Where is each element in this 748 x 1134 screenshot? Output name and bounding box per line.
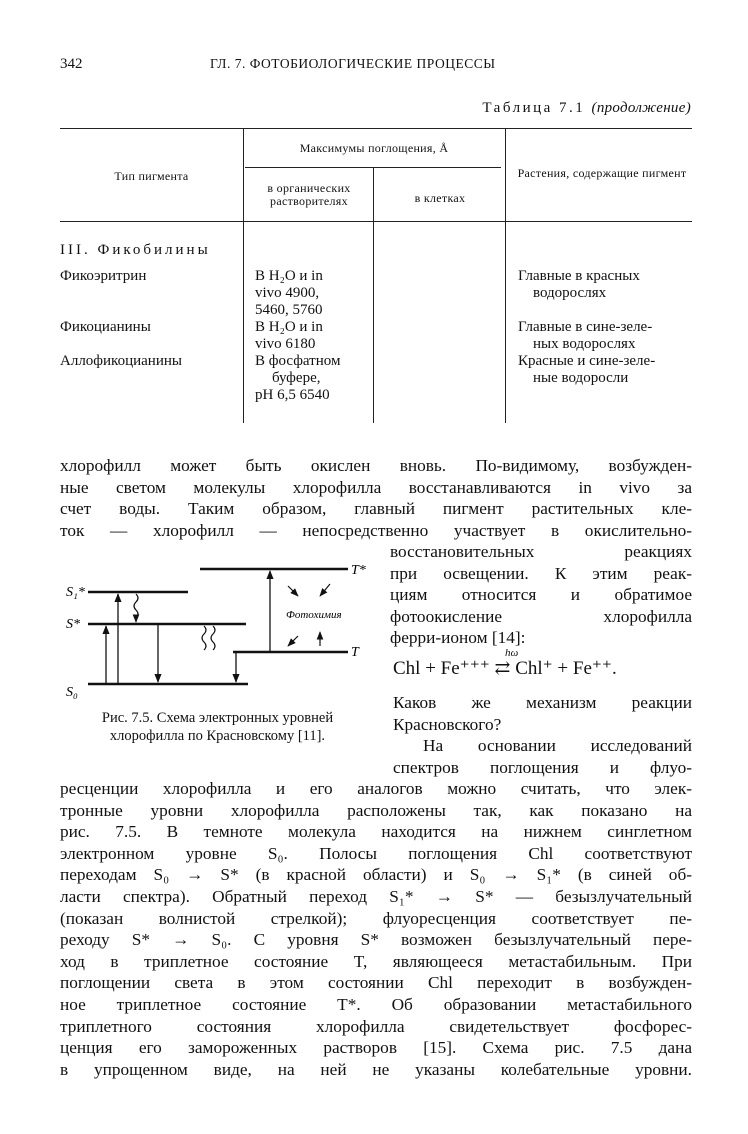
table-top-rule [60,128,692,129]
table-col-divider-2-body [373,223,374,423]
chapter-title: ГЛ. 7. ФОТОБИОЛОГИЧЕСКИЕ ПРОЦЕССЫ [210,56,496,71]
text-line: ласти спектра). Обратный переход S₁* → S* — безызлучательный [60,886,692,906]
organic-allophycocyanins [255,353,367,404]
text-line: ход в триплетное состояние T, являющееся метастабильным. При [60,951,692,971]
pigment-table [60,128,692,423]
plants-phycoerythrin [518,268,692,302]
header-in-cells: в клетках [414,191,466,205]
text-line: (показан волнистой стрелкой); флуоресценция соответствует пе- [60,908,692,928]
pigment-allophycocyanins: Аллофикоцианины [60,353,182,369]
text-line: электронном уровне S₀. Полосы поглощения Chl соответствуют [60,843,692,863]
figure-caption [60,709,375,745]
wavy-S-T-arrow [202,626,206,650]
text-line: тронные уровни хлорофилла расположены так, как показано на [60,800,692,820]
table-col-divider-3-body [505,223,506,423]
plants-line: ных водорослях [533,336,636,352]
formula-left: Chl + Fe⁺⁺⁺ [393,658,490,679]
paragraph-3-side [393,735,692,778]
plants-line: Главные в красных [518,268,640,284]
organic-line: В H₂O и in [255,319,323,335]
text-line: Красновского? [393,714,502,734]
text-line: ценция его замороженных растворов [15]. Схема рис. 7.5 дана [60,1038,692,1058]
organic-line: vivo 4900, [255,285,320,301]
section-phycobilins: III. Фикобилины [60,242,211,258]
text-line: при освещении. К этим реак- [390,563,692,583]
table-col-divider-1 [243,128,244,423]
text-line: ные светом молекулы хлорофилла восстанавливаются in vivo за [60,477,692,497]
text-line: ное триплетное состояние T*. Об образовании метастабильного [60,994,692,1014]
plants-phycocyanins [518,319,692,353]
plants-line: Красные и сине-зеле- [518,353,656,369]
plants-allophycocyanins [518,353,692,387]
text-line: ресценции хлорофилла и его аналогов можно считать, что элек- [60,779,692,798]
photochem-arrow-3 [288,636,298,646]
text-line: На основании исследований [423,736,692,755]
paragraph-3 [60,778,692,1080]
organic-line: буфере, [272,370,321,386]
pigment-phycocyanins: Фикоцианины [60,319,151,335]
label-S-star: S* [66,617,80,632]
table-caption [482,100,691,117]
label-photochem: Фотохимия [286,609,342,621]
formula-above-arrow: hω [505,647,519,659]
organic-phycocyanins [255,319,367,353]
wavy-S-T-arrow-2 [211,626,215,650]
text-line: ток — хлорофилл — непосредственно участвует в окислительно- [60,520,692,540]
table-caption-note: (продолжение) [591,100,691,116]
table-header-rule [60,221,692,222]
label-T: T [351,645,359,660]
energy-level-diagram [58,556,378,706]
photochem-arrow-2 [320,584,330,596]
header-plants: Растения, содержащие пигмент [517,166,687,180]
text-line: переходам S₀ → S* (в красной области) и S₀ → S₁* (в синей об- [60,865,692,885]
text-line: ферри-ионом [14]: [390,628,526,648]
header-organic-solvents: в органических растворителях [267,181,351,208]
text-line: в упрощенном виде, на ней не указаны колебательные уровни. [60,1059,692,1079]
page-number: 342 [60,56,83,72]
organic-line: В фосфатном [255,353,341,369]
wavy-S1-S-arrow [134,594,138,618]
label-T-star: T* [351,563,366,578]
paragraph-2 [393,692,692,735]
plants-line: водорослях [533,285,607,301]
text-line: спектров поглощения и флуо- [393,757,692,777]
organic-line: 5460, 5760 [255,302,323,318]
label-S0: S₀ [66,685,78,700]
organic-line: В H₂O и in [255,268,323,284]
header-absorption-maxima: Максимумы поглощения, Å [299,141,449,155]
text-line: Каков же механизм реакции [393,693,692,712]
formula-arrow: ⇄ [494,658,511,679]
text-line: рис. 7.5. В темноте молекула находится на нижнем синглетном [60,822,692,842]
table-caption-label: Таблица 7.1 [482,100,586,116]
text-line: реходу S* → S₀. С уровня S* возможен безызлучательный пере- [60,930,692,950]
text-line: хлорофилл может быть окислен вновь. По-видимому, возбужден- [60,456,692,475]
reaction-formula [393,647,617,680]
table-col-divider-2 [373,168,374,223]
plants-line: ные водоросли [533,370,629,386]
plants-line: Главные в сине-зеле- [518,319,653,335]
photochem-arrow-1 [288,586,298,596]
caption-line: Рис. 7.5. Схема электронных уровней [101,710,334,726]
caption-line: хлорофилла по Красновскому [11]. [109,728,326,744]
text-line: триплетного состояния хлорофилла свидетельствует фосфорес- [60,1016,692,1036]
header-pigment-type: Тип пигмента [114,169,189,183]
paragraph-1 [60,455,692,541]
text-line: восстановительных реакциях [390,542,692,561]
text-line: счет воды. Таким образом, главный пигмент растительных кле- [60,499,692,519]
organic-line: pH 6,5 6540 [255,387,330,403]
text-line: поглощении света в этом состоянии Chl переходит в возбужден- [60,973,692,993]
running-head [60,56,690,78]
organic-line: vivo 6180 [255,336,316,352]
formula-right: Chl⁺ + Fe⁺⁺. [515,658,617,679]
pigment-phycoerythrin: Фикоэритрин [60,268,147,284]
label-S1-star: S₁* [66,585,85,600]
paragraph-1-side [390,541,692,649]
table-col-divider-3 [505,128,506,223]
text-line: фотоокисление хлорофилла [390,606,692,626]
organic-phycoerythrin [255,268,367,319]
text-line: циям относится и обратимое [390,585,692,605]
